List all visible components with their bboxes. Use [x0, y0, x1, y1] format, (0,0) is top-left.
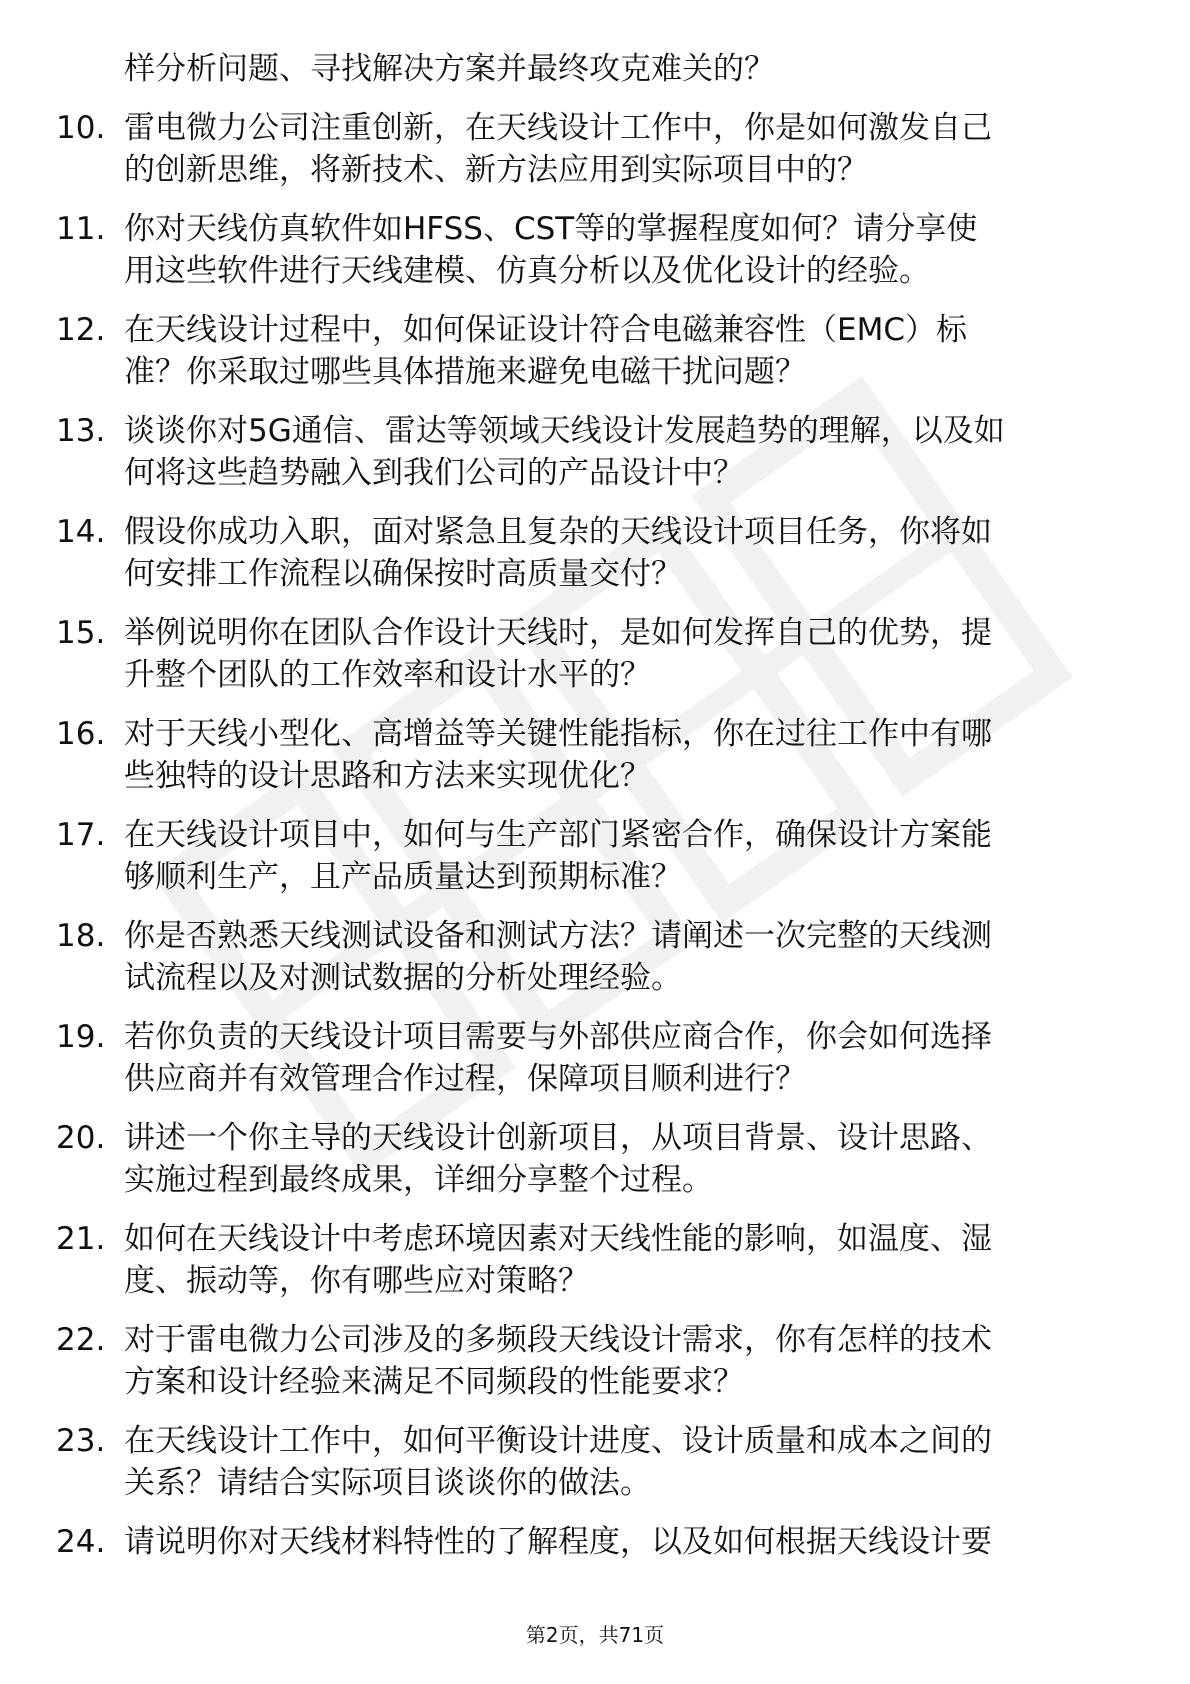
- question-text: [124, 208, 1126, 292]
- question-text: [124, 1521, 1126, 1563]
- question-line: 方案和设计经验来满足不同频段的性能要求？: [124, 1364, 744, 1400]
- question-number: 15.: [56, 615, 106, 651]
- question-item: [56, 713, 1126, 797]
- question-text: [124, 1016, 1126, 1100]
- question-text: [124, 713, 1126, 797]
- question-line: 在天线设计工作中，如何平衡设计进度、设计质量和成本之间的: [124, 1423, 992, 1459]
- question-text: [124, 1420, 1126, 1504]
- question-line: 你对天线仿真软件如HFSS、CST等的掌握程度如何？请分享使: [124, 211, 978, 247]
- question-line: 在天线设计项目中，如何与生产部门紧密合作，确保设计方案能: [124, 817, 992, 853]
- question-text: [124, 915, 1126, 999]
- question-number: 10.: [56, 110, 106, 146]
- question-line: 些独特的设计思路和方法来实现优化？: [124, 758, 651, 794]
- question-line: 如何在天线设计中考虑环境因素对天线性能的影响，如温度、湿: [124, 1221, 992, 1257]
- question-number: 19.: [56, 1019, 106, 1055]
- continuation-text: 样分析问题、寻找解决方案并最终攻克难关的？: [124, 51, 775, 87]
- question-item: [56, 1016, 1126, 1100]
- document-body: [56, 48, 1126, 1580]
- question-line: 你是否熟悉天线测试设备和测试方法？请阐述一次完整的天线测: [124, 918, 992, 954]
- question-number: 12.: [56, 312, 106, 348]
- question-line: 何将这些趋势融入到我们公司的产品设计中？: [124, 455, 744, 491]
- question-line: 供应商并有效管理合作过程，保障项目顺利进行？: [124, 1061, 806, 1097]
- question-line: 谈谈你对5G通信、雷达等领域天线设计发展趋势的理解，以及如: [124, 413, 1005, 449]
- question-line: 关系？请结合实际项目谈谈你的做法。: [124, 1465, 651, 1501]
- question-text: [124, 1218, 1126, 1302]
- question-item: [56, 208, 1126, 292]
- question-list: [56, 107, 1126, 1563]
- question-line: 讲述一个你主导的天线设计创新项目，从项目背景、设计思路、: [124, 1120, 992, 1156]
- question-item: [56, 107, 1126, 191]
- question-item: [56, 309, 1126, 393]
- question-line: 何安排工作流程以确保按时高质量交付？: [124, 556, 682, 592]
- question-number: 24.: [56, 1524, 106, 1560]
- question-line: 对于雷电微力公司涉及的多频段天线设计需求，你有怎样的技术: [124, 1322, 992, 1358]
- question-line: 若你负责的天线设计项目需要与外部供应商合作，你会如何选择: [124, 1019, 992, 1055]
- question-line: 对于天线小型化、高增益等关键性能指标，你在过往工作中有哪: [124, 716, 992, 752]
- question-number: 21.: [56, 1221, 106, 1257]
- question-text: [124, 1117, 1126, 1201]
- question-item: [56, 1319, 1126, 1403]
- question-text: [124, 410, 1126, 494]
- question-line: 准？你采取过哪些具体措施来避免电磁干扰问题？: [124, 354, 806, 390]
- question-line: 在天线设计过程中，如何保证设计符合电磁兼容性（EMC）标: [124, 312, 967, 348]
- question-text: [124, 814, 1126, 898]
- question-line: 假设你成功入职，面对紧急且复杂的天线设计项目任务，你将如: [124, 514, 992, 550]
- question-number: 14.: [56, 514, 106, 550]
- question-text: [124, 309, 1126, 393]
- question-number: 20.: [56, 1120, 106, 1156]
- question-item: [56, 511, 1126, 595]
- question-item: [56, 1218, 1126, 1302]
- question-number: 23.: [56, 1423, 106, 1459]
- question-line: 升整个团队的工作效率和设计水平的？: [124, 657, 651, 693]
- question-item: [56, 814, 1126, 898]
- question-line: 实施过程到最终成果，详细分享整个过程。: [124, 1162, 713, 1198]
- question-line: 请说明你对天线材料特性的了解程度，以及如何根据天线设计要: [124, 1524, 992, 1560]
- question-line: 举例说明你在团队合作设计天线时，是如何发挥自己的优势，提: [124, 615, 992, 651]
- question-number: 18.: [56, 918, 106, 954]
- question-line: 雷电微力公司注重创新，在天线设计工作中，你是如何激发自己: [124, 110, 992, 146]
- question-line: 用这些软件进行天线建模、仿真分析以及优化设计的经验。: [124, 253, 930, 289]
- page-footer: 第2页，共71页: [525, 1623, 665, 1647]
- question-item: [56, 915, 1126, 999]
- question-text: [124, 511, 1126, 595]
- question-number: 22.: [56, 1322, 106, 1358]
- question-line: 够顺利生产，且产品质量达到预期标准？: [124, 859, 682, 895]
- question-item: [56, 612, 1126, 696]
- question-number: 11.: [56, 211, 106, 247]
- question-line: 的创新思维，将新技术、新方法应用到实际项目中的？: [124, 152, 868, 188]
- question-number: 17.: [56, 817, 106, 853]
- question-line: 试流程以及对测试数据的分析处理经验。: [124, 960, 682, 996]
- question-number: 13.: [56, 413, 106, 449]
- question-text: [124, 1319, 1126, 1403]
- question-item: [56, 1117, 1126, 1201]
- question-item: [56, 1521, 1126, 1563]
- question-line: 度、振动等，你有哪些应对策略？: [124, 1263, 589, 1299]
- question-item: [56, 410, 1126, 494]
- question-number: 16.: [56, 716, 106, 752]
- question-text: [124, 107, 1126, 191]
- question-item: [56, 1420, 1126, 1504]
- question-text: [124, 612, 1126, 696]
